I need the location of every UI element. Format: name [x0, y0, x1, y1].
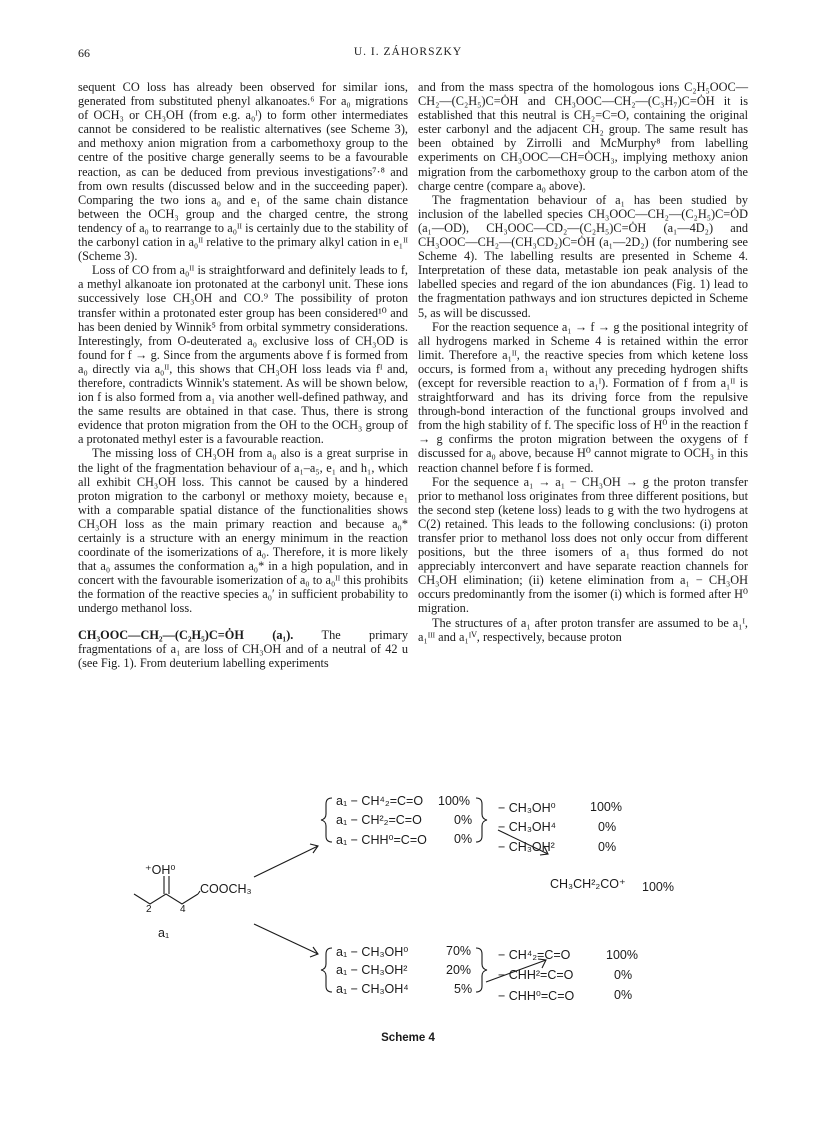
paragraph: Loss of CO from a₀ᴵᴵ is straightforward and definitely leads to f, a methyl alkanoate ion protonated at the carbonyl unit. These ions successively lose CH₃OH and CO.⁹ The possibility of proton transfer within a protonated ester group has been considered¹⁰ and has been denied by Winnik⁵ from orbital symmetry considerations. Interestingly, from O-deuterated a₀ exclusive loss of CH₃OD is found for f → g. Since from the arguments above f is formed from a₀ directly via a₀ᴵᴵ, this shows that CH₃OH loss leads via fᴵ and, therefore, contradicts Winnik's statement. As will be shown below, ion f is also formed from a₁ via another well-defined pathway, and the same results are obtained in that case. Thus, there is strong evidence that proton migration from the OH to the OCH₃ group of a protonated methyl ester is a favourable reaction.	[78, 263, 408, 447]
section-heading: CH₃OOC—CH₂—(C₂H₅)C=ȮH (a₁).	[78, 627, 294, 642]
running-head: U. I. ZÁHORSZKY	[353, 46, 463, 58]
section-heading-text: The primary fragmentations of a₁ are loss of CH₃OH and of a neutral of 42 u (see Fig. 1). From deuterium labelling experiments	[78, 627, 408, 670]
molecule-skeleton	[134, 894, 198, 904]
molecule-name: a₁	[158, 926, 170, 940]
bottom-value: 5%	[454, 982, 473, 996]
position-4: 4	[180, 904, 186, 915]
paragraph: sequent CO loss has already been observed for similar ions, generated from substituted phenyl alkanoates.⁶ For a₀ migrations of OCH₃ or CH₃OH (from e.g. a₀ᴵ) to form other intermediates cannot be considered to be realistic alternatives (see Scheme 3), and methoxy anion migration from a carbomethoxy group to the centre of the positive charge generally seems to be a favourable reaction, as can be deduced from previous investigations⁷·⁸ and from own results (discussed below and in the succeeding paper). Comparing the two ions a₀ and e₁ of the same chain distance between the OCH₃ group and the charged centre, the strong tendency of a₀ to rearrange to a₀ᴵᴵ is certainly due to the stability of the carbonyl cation in a₀ᴵᴵ relative to the primary alkyl cation in e₁ᴵᴵ (Scheme 3).	[78, 80, 408, 264]
product-value: 100%	[642, 880, 674, 894]
bottom-right-species: − CHH⁰=C=O	[498, 989, 575, 1003]
position-2: 2	[146, 904, 152, 915]
paragraph: The fragmentation behaviour of a₁ has been studied by inclusion of the labelled species CH₃OOC—CH₂—(C₂H₅)C=ȮD (a₁—OD), CH₃OOC—CD₂—(C₂H₅)C=ȮH (a₁—4D₂) and CH₃OOC—CH₂—(CH₃CD₂)C=ȮH (a₁—2D₂) (for numbering see Scheme 4). The labelling results are presented in Scheme 4. Interpretation of these data, metastable ion peak analysis of the labelled species and regard of the ion abundances (Fig. 1) lead to the fragmentation pathways and ion structures depicted in Scheme 5, as will be discussed.	[418, 192, 748, 320]
right-column	[418, 80, 748, 644]
top-right-value: 100%	[590, 800, 622, 814]
right-brace	[476, 948, 487, 992]
left-brace	[321, 798, 332, 842]
paragraph: The structures of a₁ after proton transfer are assumed to be a₁ᴵ, a₁ᴵᴵᴵ and a₁ᴵⱽ, respectively, because proton	[418, 615, 748, 644]
bottom-species: a₁ − CH₃OH⁰	[336, 945, 409, 959]
top-species: a₁ − CH⁴₂=C=O	[336, 794, 424, 808]
bottom-species: a₁ − CH₃OH²	[336, 963, 408, 977]
top-species: a₁ − CHH⁰=C=O	[336, 833, 427, 847]
top-right-value: 0%	[598, 820, 617, 834]
top-value: 100%	[438, 794, 470, 808]
top-species: a₁ − CH²₂=C=O	[336, 813, 422, 827]
bottom-right-value: 100%	[606, 948, 638, 962]
top-right-species: − CH₃OH⁰	[498, 801, 556, 815]
arrow-up	[254, 846, 318, 877]
bottom-right-species: − CHH²=C=O	[498, 968, 574, 982]
product-species: CH₃CH²₂CO⁺	[550, 877, 626, 891]
bottom-species: a₁ − CH₃OH⁴	[336, 982, 409, 996]
right-brace	[476, 798, 487, 842]
paragraph: For the reaction sequence a₁ → f → g the positional integrity of all hydrogens marked in Scheme 4 is retained within the error limit. Therefore a₁ᴵᴵ, the reactive species from which ketene loss occurs, is formed from a₁ without any preceding hydrogen shifts (except for reversible reaction to a₁ᴵ). Formation of f from a₁ᴵᴵ is straightforward and has its driving force from the repulsive through-bond interaction of the functional groups involved and from the high stability of f. The specific loss of H⁰ in the reaction f → g confirms the proton migration between the oxygens of f discussed for a₀ above, because H⁰ cannot migrate to OCH₃ in this reaction channel before f is formed.	[418, 319, 748, 475]
bottom-value: 70%	[446, 944, 472, 958]
left-column	[78, 80, 408, 670]
section-paragraph	[78, 628, 408, 670]
ester-label: COOCH₃	[200, 882, 252, 896]
scheme-4	[78, 742, 738, 1048]
scheme-caption: Scheme 4	[381, 1032, 435, 1044]
bottom-value: 20%	[446, 963, 472, 977]
top-right-species: − CH₃OH⁴	[498, 820, 557, 834]
bottom-right-value: 0%	[614, 988, 633, 1002]
left-brace	[321, 948, 332, 992]
paragraph: and from the mass spectra of the homologous ions C₂H₅OOC—CH₂—(C₂H₅)C=ȮH and CH₃OOC—CH₂—(C₃H₇)C=ȮH it is established that this neutral is CH₂=C=O, containing the original ester carbonyl and the adjacent CH₂ group. The same result has been obtained by Zirrolli and McMurphy⁸ from labelling experiments on CH₃OOC—CH=ȮCH₃, implying methoxy anion migration from the carbomethoxy group to the carbon atom of the charge centre (compare a₀ above).	[418, 80, 748, 193]
paragraph: For the sequence a₁ → a₁ − CH₃OH → g the proton transfer prior to methanol loss originates from three different positions, but the second step (ketene loss) leads to g with the two hydrogens at C(2) retained. This leads to the following conclusions: (i) proton transfer prior to methanol loss does not only occur from different positions, but the three isomers of a₁ thus formed do not appreciably interconvert and have separate reaction channels for CH₃OH elimination; (ii) ketene elimination from a₁ − CH₃OH occurs predominantly from the isomer (i) which is formed after H⁰ migration.	[418, 474, 748, 616]
page-number: 66	[78, 46, 90, 60]
paragraph: The missing loss of CH₃OH from a₀ also is a great surprise in the light of the fragmentation behaviour of a₁–a₅, e₁ and h₁, which all exhibit CH₃OH loss. This cannot be caused by a hindered proton migration to the carbonyl or methoxy moiety, because e₁ with a comparable spatial distance of the functionalities shows CH₃OH loss as the main primary reaction and because a₀* certainly is a structure with an energy minimum in the reaction coordinate of the isomerizations of a₀. Therefore, it is more likely that a₀ assumes the conformation a₀* in a high population, and in concert with the favourable isomerization of a₀ to a₀ᴵᴵ this prohibits the formation of the reactive species a₀′ in sufficient probability to undergo methanol loss.	[78, 446, 408, 616]
page-header	[0, 46, 816, 64]
bottom-right-species: − CH⁴₂=C=O	[498, 948, 571, 962]
top-right-species: − CH₃OH²	[498, 840, 555, 854]
top-value: 0%	[454, 832, 473, 846]
oh-label: ⁺OH⁰	[145, 863, 176, 877]
top-value: 0%	[454, 813, 473, 827]
arrow-down	[254, 924, 318, 954]
bottom-right-value: 0%	[614, 968, 633, 982]
top-right-value: 0%	[598, 840, 617, 854]
